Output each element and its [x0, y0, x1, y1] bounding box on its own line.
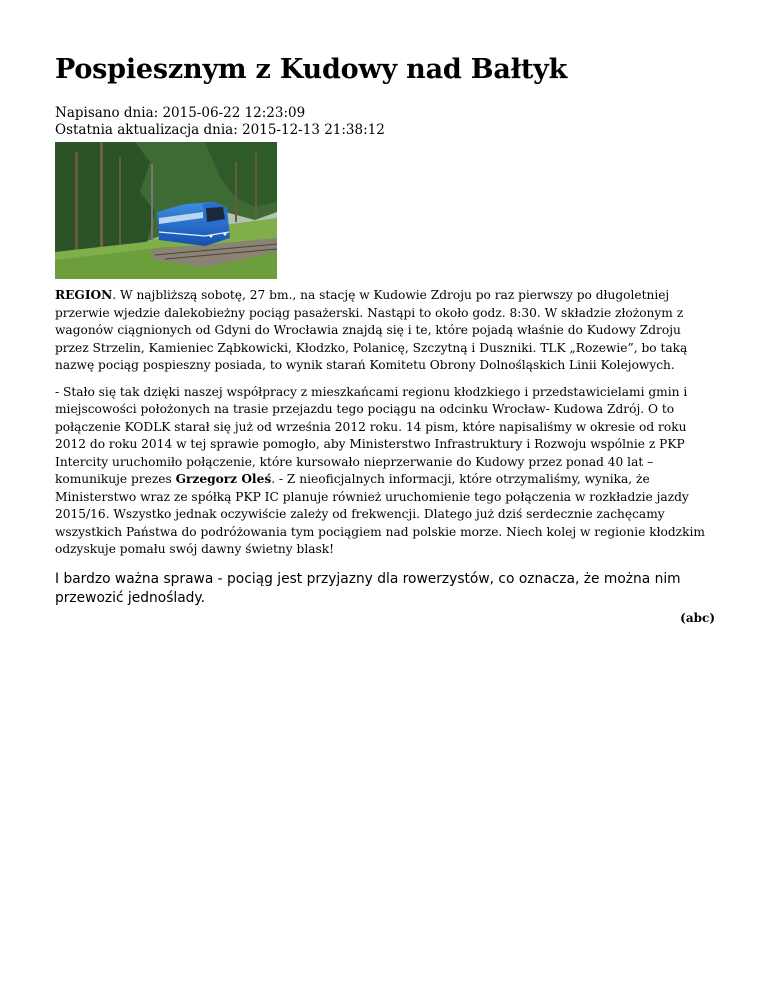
lead-paragraph [55, 287, 715, 375]
region-label: REGION [55, 288, 113, 302]
quote-text-part1: - Stało się tak dzięki naszej współpracy z mieszkańcami regionu kłodzkiego i przedstawicielami gmin i miejscowości położonych na trasie przejazdu tego pociągu na odcinku Wrocław- Kudowa Zdrój. O to połączenie KODLK starał się już od września 2012 roku. 14 pism, które napisaliśmy w okresie od roku 2012 do roku 2014 w tej sprawie pomogło, aby Ministerstwo Infrastruktury i Rozwoju wspólnie z PKP Intercity uruchomiło połączenie, które kursowało nieprzerwanie do Kudowy przez ponad 40 lat – komunikuje prezes [55, 384, 688, 486]
article-meta [55, 105, 715, 139]
quote-paragraph [55, 384, 715, 559]
article-photo [55, 142, 277, 279]
published-date: Napisano dnia: 2015-06-22 12:23:09 [55, 105, 306, 121]
closing-paragraph: I bardzo ważna sprawa - pociąg jest przyjazny dla rowerzystów, co oznacza, że można nim przewozić jednoślady. [55, 570, 681, 606]
article [55, 52, 715, 627]
quote-text-part2: . - Z nieoficjalnych informacji, które otrzymaliśmy, wynika, że Ministerstwo wraz ze spółką PKP IC planuje również uruchomienie tego połączenia w rozkładzie jazdy 2015/16. Wszystko jednak oczywiście zależy od frekwencji. Dlatego już dziś serdecznie zachęcamy wszystkich Państwa do podróżowania tym pociągiem nad polskie morze. Niech kolej w regionie kłodzkim odzyskuje pomału swój dawny świetny blask! [55, 472, 705, 556]
signature: (abc) [680, 610, 715, 625]
updated-date: Ostatnia aktualizacja dnia: 2015-12-13 21:38:12 [55, 122, 385, 138]
quote-author: Grzegorz Oleś [175, 472, 272, 486]
lead-text: . W najbliższą sobotę, 27 bm., na stację w Kudowie Zdroju po raz pierwszy po długoletniej przerwie wjedzie dalekobieżny pociąg pasażerski. Nastąpi to około godz. 8:30. W składzie złożonym z wagonów ciągnionych od Gdyni do Wrocławia znajdą się i te, które pojadą właśnie do Kudowy Zdroju przez Strzelin, Kamieniec Ząbkowicki, Kłodzko, Polanicę, Szczytną i Duszniki. TLK „Rozewie”, bo taką nazwę pociąg pospieszny posiada, to wynik starań Komitetu Obrony Dolnośląskich Linii Kolejowych. [55, 288, 688, 372]
article-title: Pospiesznym z Kudowy nad Bałtyk [55, 54, 568, 85]
